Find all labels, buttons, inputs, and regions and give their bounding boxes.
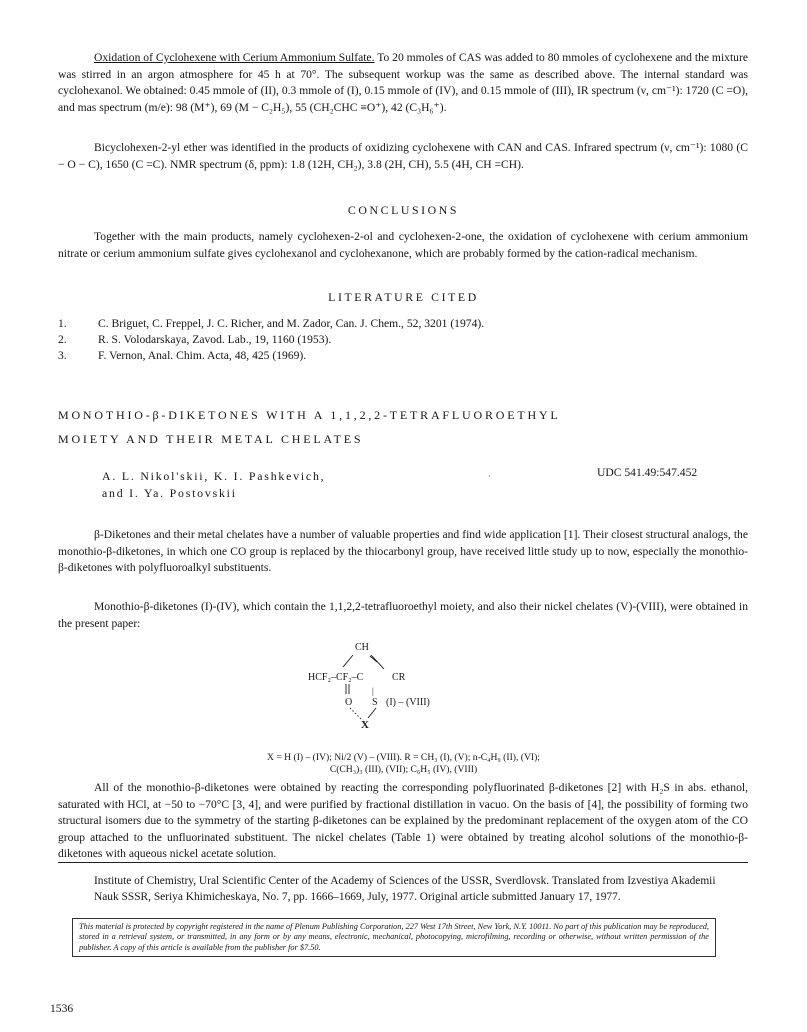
footnote-divider: [58, 862, 748, 863]
affiliation-note: Institute of Chemistry, Ural Scientific Center of the Academy of Sciences of the USSR, Sverdlovsk. Translated from Izvestiya Akademii Nauk SSSR, Seriya Khimicheskaya, No. 7, pp. 1666–1669, July, 1977. Original article submitted January 17, 1977.: [94, 875, 716, 903]
reference-number: 3.: [58, 348, 67, 362]
structure-cr-label: CR: [392, 672, 406, 683]
article-authors: [102, 468, 325, 501]
paragraph-oxidation-cas: [58, 50, 748, 116]
structure-s-label: S: [372, 697, 378, 708]
structure-o-label: O: [345, 697, 353, 708]
chemical-structure: [190, 638, 620, 748]
structure-bond-ch-cr-double: [370, 656, 377, 662]
paragraph-body: Monothio-β-diketones (I)-(IV), which contain the 1,1,2,2-tetrafluoroethyl moiety, and also their nickel chelates (V)-(VIII), were obtained in the present paper:: [58, 600, 748, 630]
udc-code: UDC 541.49:547.452: [597, 466, 698, 479]
authors-line-2: and I. Ya. Postovskii: [102, 485, 237, 500]
reference-text: R. S. Volodarskaya, Zavod. Lab., 19, 1160 (1953).: [98, 332, 332, 346]
structure-x-label: X: [361, 719, 369, 731]
copyright-notice: This material is protected by copyright registered in the name of Plenum Publishing Corporation, 227 West 17th Street, New York, N.Y. 10011. No part of this publication may be reproduced, stored in a retrieval system, or transmitted, in any form or by any means, electronic, mechanical, photocopying, microfilming, recording or otherwise, without written permission of the publisher. A copy of this article is available from the publisher for $7.50.: [72, 918, 716, 957]
paragraph-body: To 20 mmoles of CAS was added to 80 mmoles of cyclohexene and the mixture was stirred in an argon atmosphere for 45 h at 70°. The subsequent workup was the same as described above. The internal standard was cyclohexanol. We obtained: 0.45 mmole of (II), 0.3 mmole of (I), 0.15 mmole of (IV), and 0.15 mmole of (III), IR spectrum (ν, cm⁻¹): 1720 (C =O), and mas spectrum (m/e): 98 (M⁺), 69 (M − C₂H₅), 55 (CH₂CHC ≡O⁺), 42 (C₃H₆⁺).: [58, 51, 748, 114]
paragraph-body: β-Diketones and their metal chelates have a number of valuable properties and find wide application [1]. Their closest structural analogs, the monothio-β-diketones, in which one CO group is replaced by the thiocarbonyl group, have received little study up to now, especially the monothio-β-diketones with polyfluoroalkyl substituents.: [58, 528, 748, 575]
paragraph-run-in-title: Oxidation of Cyclohexene with Cerium Ammonium Sulfate.: [94, 51, 375, 64]
paragraph-bicyclohexenyl-ether: [58, 140, 748, 173]
structure-bond-ch-c: [343, 655, 353, 667]
structure-caption-line-2: C(CH₃)₃ (III), (VII); C₆H₅ (IV), (VIII): [329, 764, 478, 775]
reference-text: C. Briguet, C. Freppel, J. C. Richer, and M. Zador, Can. J. Chem., 52, 3201 (1974).: [98, 317, 485, 330]
reference-item: [58, 332, 748, 348]
paragraph-body: All of the monothio-β-diketones were obtained by reacting the corresponding polyfluorinated β-diketones [2] with H₂S in abs. ethanol, saturated with HCl, at −50 to −70°C [3, 4], and were purified by fractional distillation in vacuo. On the basis of [4], the possibility of forming two structural isomers due to the symmetry of the starting β-diketones can be explained by the predominant replacement of the oxygen atom of the CO group attached to the unfluorinated substituent. The nickel chelates (Table 1) were obtained by treating alcohol solutions of the monothio-β-diketones with aqueous nickel acetate solution.: [58, 781, 748, 861]
structure-bond-ch-cr: [371, 655, 384, 669]
reference-item: [58, 316, 748, 332]
paragraph-synthesis: [58, 780, 748, 863]
structure-left-group: HCF₂–CF₂–C: [308, 672, 364, 683]
reference-text: F. Vernon, Anal. Chim. Acta, 48, 425 (1969).: [98, 348, 307, 362]
stray-dot: ·: [488, 472, 491, 481]
literature-heading: LITERATURE CITED: [328, 290, 479, 304]
authors-line-1: A. L. Nikol'skii, K. I. Pashkevich,: [102, 469, 326, 483]
paragraph-compounds: [58, 599, 748, 632]
page-number: 1536: [50, 1002, 74, 1015]
article-title-line-1: MONOTHIO-β-DIKETONES WITH A 1,1,2,2-TETRAFLUOROETHYL: [58, 408, 561, 422]
paragraph-body: Bicyclohexen-2-yl ether was identified in the products of oxidizing cyclohexene with CAN and CAS. Infrared spectrum (ν, cm⁻¹): 1080 (C − O − C), 1650 (C =C). NMR spectrum (δ, ppm): 1.8 (12H, CH₂), 3.8 (2H, CH), 5.5 (4H, CH =CH).: [58, 141, 748, 171]
structure-compound-range: (I) – (VIII): [386, 697, 430, 708]
reference-number: 2.: [58, 332, 67, 346]
paragraph-introduction: [58, 527, 748, 577]
reference-list: [58, 316, 748, 363]
structure-bond-s-x: [368, 708, 376, 718]
reference-item: [58, 348, 748, 364]
structure-vertical-bar: |: [372, 686, 374, 696]
article-title-line-2: MOIETY AND THEIR METAL CHELATES: [58, 432, 364, 446]
structure-bond-o-x: [350, 708, 361, 719]
structure-ch-label: CH: [355, 642, 369, 653]
structure-caption-line-1: X = H (I) – (IV); Ni/2 (V) – (VIII). R = CH₃ (I), (V); n-C₄H₉ (II), (VI);: [267, 752, 540, 763]
paragraph-body: Together with the main products, namely cyclohexen-2-ol and cyclohexen-2-one, the oxidation of cyclohexene with cerium ammonium nitrate or cerium ammonium sulfate gives cyclohexanol and cyclohexanone, which are probably formed by the cation-radical mechanism.: [58, 230, 748, 260]
conclusions-heading: CONCLUSIONS: [347, 203, 460, 217]
reference-number: 1.: [58, 317, 67, 330]
paragraph-conclusions: [58, 229, 748, 262]
